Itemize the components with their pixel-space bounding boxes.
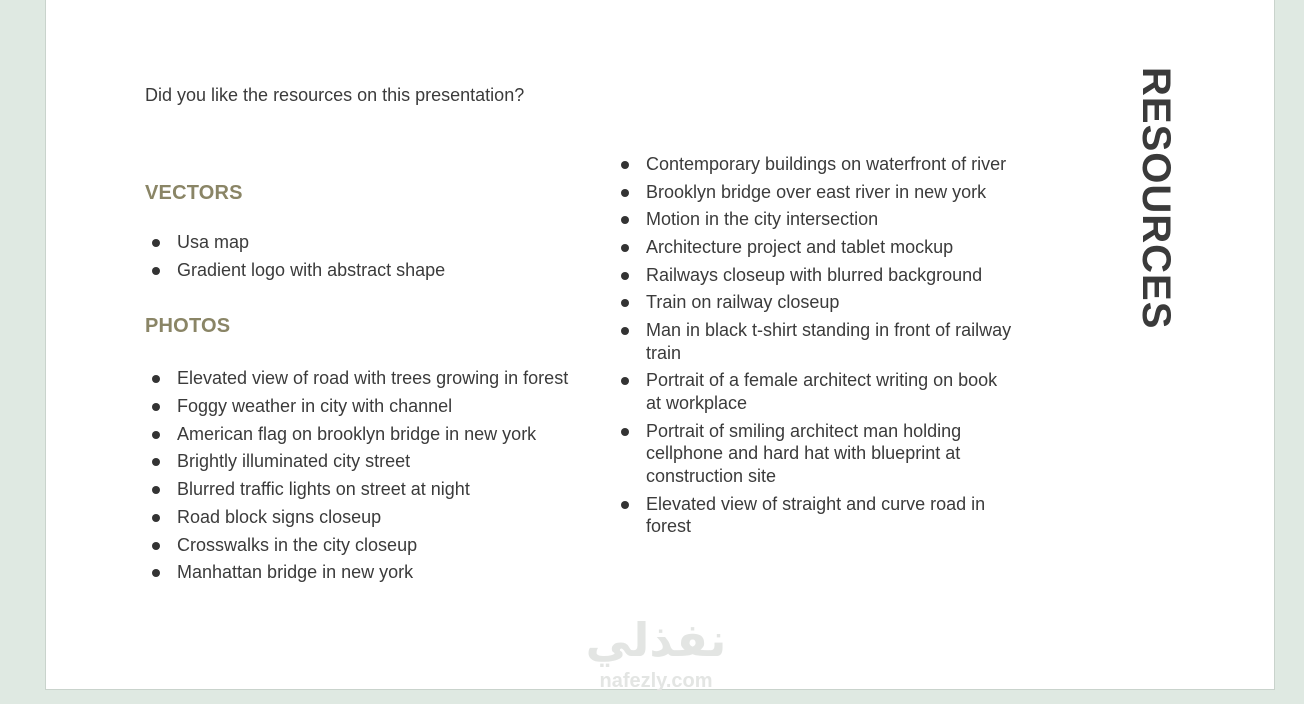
presentation-slide xyxy=(45,0,1275,690)
list-item: Contemporary buildings on waterfront of river xyxy=(614,153,1014,176)
list-item: Manhattan bridge in new york xyxy=(145,561,585,584)
list-item: Blurred traffic lights on street at night xyxy=(145,478,585,501)
watermark-arabic: نفذلي xyxy=(585,613,727,667)
photos-list xyxy=(145,367,585,589)
list-item: Gradient logo with abstract shape xyxy=(145,259,575,282)
photos-continued-list xyxy=(614,153,1014,543)
list-item: Motion in the city intersection xyxy=(614,208,1014,231)
list-item: Road block signs closeup xyxy=(145,506,585,529)
list-item: Architecture project and tablet mockup xyxy=(614,236,1014,259)
list-item: Crosswalks in the city closeup xyxy=(145,534,585,557)
list-item: Railways closeup with blurred background xyxy=(614,264,1014,287)
list-item: Man in black t-shirt standing in front of railway train xyxy=(614,319,1014,364)
list-item: Usa map xyxy=(145,231,575,254)
vectors-heading: VECTORS xyxy=(145,182,243,204)
watermark-logo xyxy=(571,613,741,692)
list-item: Elevated view of straight and curve road in forest xyxy=(614,493,1014,538)
vectors-list xyxy=(145,231,575,287)
list-item: American flag on brooklyn bridge in new york xyxy=(145,423,585,446)
photos-heading: PHOTOS xyxy=(145,315,231,337)
list-item: Brooklyn bridge over east river in new york xyxy=(614,181,1014,204)
list-item: Portrait of smiling architect man holding cellphone and hard hat with blueprint at construction site xyxy=(614,420,1014,488)
list-item: Brightly illuminated city street xyxy=(145,450,585,473)
intro-text: Did you like the resources on this presentation? xyxy=(145,85,525,105)
list-item: Foggy weather in city with channel xyxy=(145,395,585,418)
list-item: Elevated view of road with trees growing in forest xyxy=(145,367,585,390)
list-item: Train on railway closeup xyxy=(614,291,1014,314)
list-item: Portrait of a female architect writing on book at workplace xyxy=(614,369,1014,414)
resources-title: RESOURCES xyxy=(1134,67,1178,330)
watermark-latin: nafezly.com xyxy=(599,670,713,692)
